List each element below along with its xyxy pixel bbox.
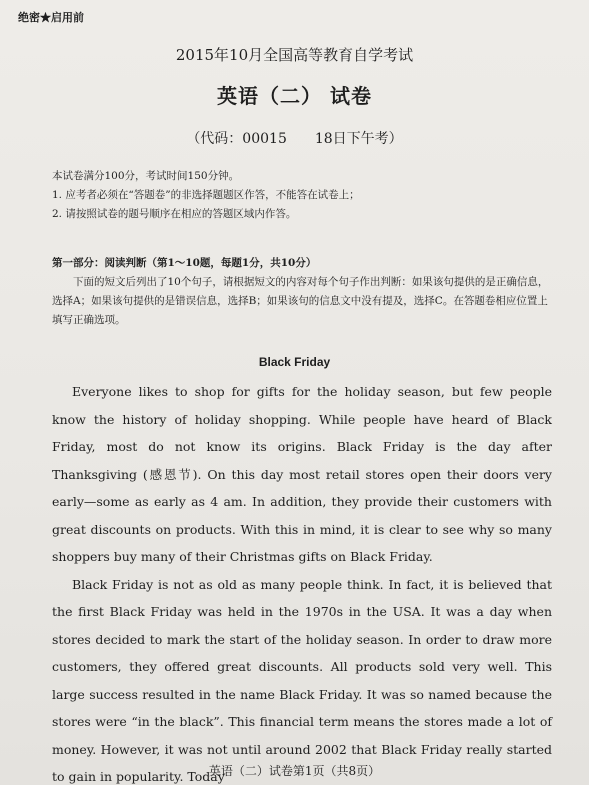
part1-section — [52, 254, 552, 330]
instruction-line: 本试卷满分100分，考试时间150分钟。 — [52, 170, 240, 182]
exam-title: 2015年10月全国高等教育自学考试 — [175, 46, 414, 64]
page-footer: 英语（二）试卷第1页（共8页） — [208, 764, 381, 778]
instruction-line: 2. 请按照试卷的题号顺序在相应的答题区域内作答。 — [52, 208, 297, 220]
paper-title: 英语（二） 试卷 — [217, 84, 372, 108]
article-body — [52, 378, 552, 785]
exam-code: （代码：00015 18日下午考） — [186, 131, 403, 147]
confidential-label: 绝密★启用前 — [18, 11, 84, 24]
instructions — [52, 167, 552, 224]
article-title: Black Friday — [258, 355, 331, 369]
instruction-line: 1. 应考者必须在“答题卷”的非选择题题区作答，不能答在试卷上； — [52, 189, 360, 201]
part1-directions: 下面的短文后列出了10个句子，请根据短文的内容对每个句子作出判断：如果该句提供的是正确信息，选择A；如果该句提供的是错误信息，选择B；如果该句的信息文中没有提及，选择C。在答题卷相应位置上填写正确选项。 — [52, 276, 549, 326]
part1-heading: 第一部分：阅读判断（第1～10题，每题1分，共10分） — [52, 257, 317, 269]
article-paragraph: Everyone likes to shop for gifts for the holiday season, but few people know the history of holiday shopping. While people have heard of Black Friday, most do not know its origins. Black Friday is the day after Thanksgiving (感恩节). On this day most retail stores open their doors very early—some as early as 4 am. In addition, they provide their customers with great discounts on products. With this in mind, it is clear to see why so many shoppers buy many of their Christmas gifts on Black Friday. — [52, 384, 552, 564]
article-paragraph: Black Friday is not as old as many people think. In fact, it is believed that the first Black Friday was held in the 1970s in the USA. It was a day when stores decided to mark the start of the holiday season. In order to draw more customers, they offered great discounts. All products sold very well. This large success resulted in the name Black Friday. It was so named because the stores were “in the black”. This financial term means the stores made a lot of money. However, it was not until around 2002 that Black Friday really started to gain in popularity. Today — [52, 576, 552, 784]
